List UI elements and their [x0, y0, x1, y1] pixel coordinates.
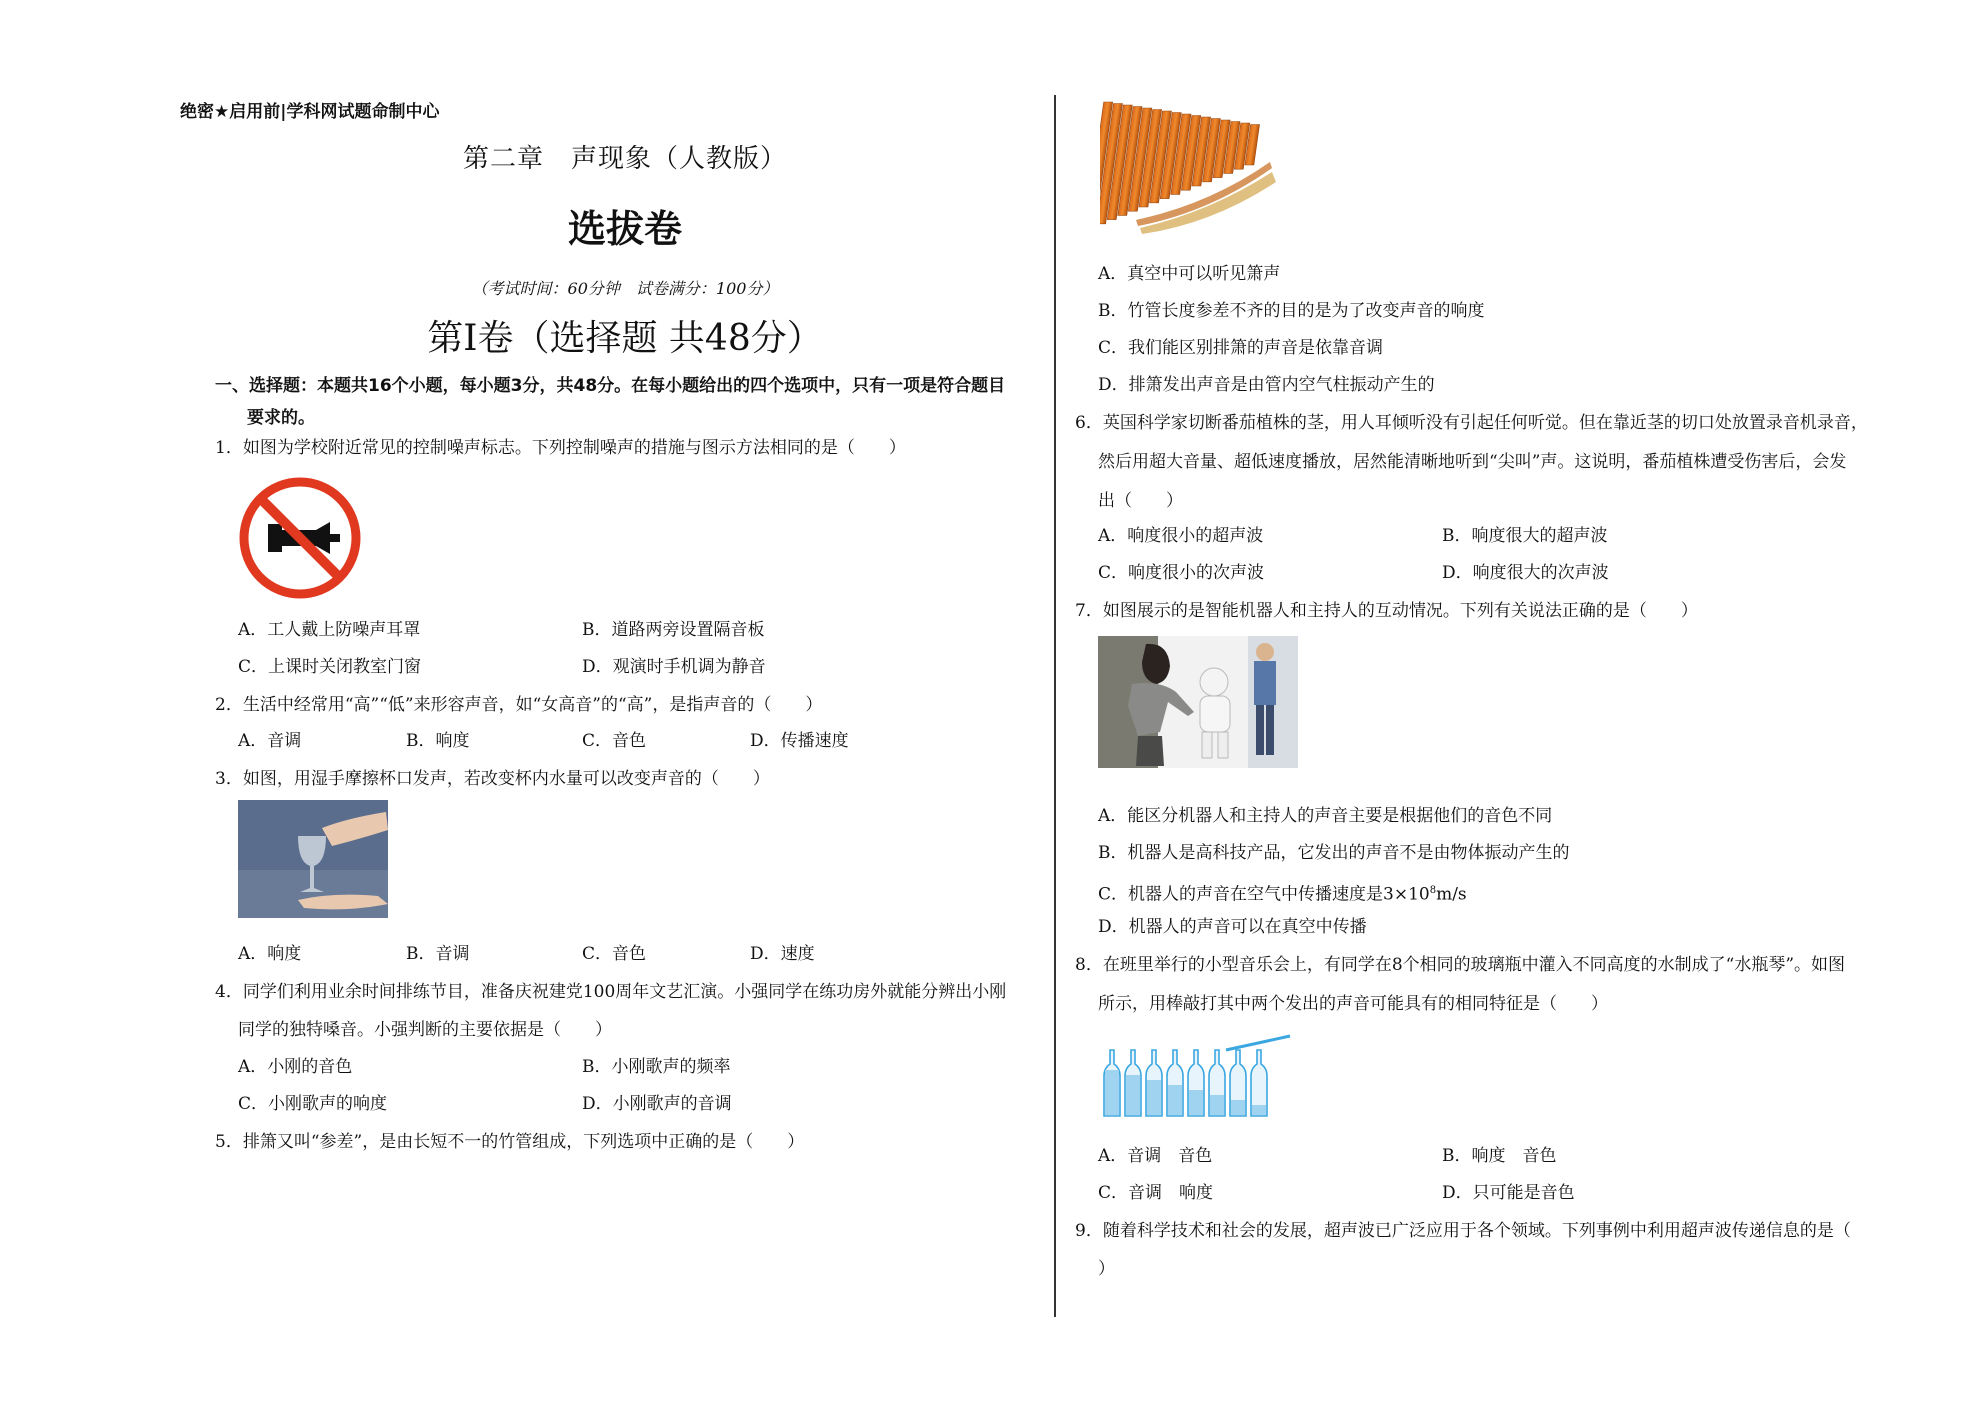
question-6-stem-line1: 6．英国科学家切断番茄植株的茎，用人耳倾听没有引起任何听觉。但在靠近茎的切口处放置录音机录音，	[1075, 413, 1868, 433]
robot-host-photo	[1098, 636, 1298, 768]
wine-glass-photo	[238, 800, 388, 918]
question-2-option-d: D．传播速度	[750, 731, 849, 751]
water-bottle	[1251, 1050, 1267, 1116]
question-5-option-b: B．竹管长度参差不齐的目的是为了改变声音的响度	[1098, 301, 1485, 321]
question-4-option-d: D．小刚歌声的音调	[582, 1094, 732, 1114]
instructions-line1: 一、选择题：本题共16个小题，每小题3分，共48分。在每小题给出的四个选项中，只有一项是符合题目	[215, 376, 1006, 396]
question-9-stem-line1: 9．随着科学技术和社会的发展，超声波已广泛应用于各个领域。下列事例中利用超声波传递信息的是（	[1075, 1221, 1851, 1241]
water-bottle	[1146, 1050, 1162, 1116]
chapter-title: 第二章 声现象（人教版）	[462, 144, 787, 174]
question-6-option-b: B．响度很大的超声波	[1442, 526, 1608, 546]
confidential-header: 绝密★启用前|学科网试题命制中心	[180, 102, 440, 122]
water-bottle	[1125, 1050, 1141, 1116]
question-3-stem: 3．如图，用湿手摩擦杯口发声，若改变杯内水量可以改变声音的（ ）	[215, 769, 770, 789]
water-bottle	[1209, 1050, 1225, 1116]
question-3-option-c: C．音色	[582, 944, 647, 964]
question-6-option-d: D．响度很大的次声波	[1442, 563, 1609, 583]
question-8-option-a: A．音调 音色	[1098, 1146, 1213, 1166]
question-3-option-d: D．速度	[750, 944, 815, 964]
question-5-stem: 5．排箫又叫“参差”，是由长短不一的竹管组成，下列选项中正确的是（ ）	[215, 1132, 805, 1152]
panpipe-image	[1100, 100, 1280, 235]
question-9-stem-line2: ）	[1098, 1259, 1115, 1279]
column-divider	[1054, 95, 1056, 1317]
question-5-option-a: A．真空中可以听见箫声	[1098, 264, 1281, 284]
question-6-stem-line3: 出（ ）	[1098, 491, 1183, 511]
question-4-option-b: B．小刚歌声的频率	[582, 1057, 731, 1077]
question-7-option-c-text: C．机器人的声音在空气中传播速度是3×10	[1098, 884, 1430, 905]
question-8-stem-line1: 8．在班里举行的小型音乐会上，有同学在8个相同的玻璃瓶中灌入不同高度的水制成了“水瓶琴”。如图	[1075, 955, 1846, 975]
question-8-option-c: C．音调 响度	[1098, 1183, 1214, 1203]
question-4-option-c: C．小刚歌声的响度	[238, 1094, 388, 1114]
question-7-option-a: A．能区分机器人和主持人的声音主要是根据他们的音色不同	[1098, 806, 1553, 826]
question-1-option-a: A．工人戴上防噪声耳罩	[238, 620, 421, 640]
question-1-option-b: B．道路两旁设置隔音板	[582, 620, 765, 640]
question-5-option-c: C．我们能区别排箫的声音是依靠音调	[1098, 338, 1384, 358]
question-6-option-a: A．响度很小的超声波	[1098, 526, 1264, 546]
question-7-option-c	[1098, 872, 1467, 914]
speed-exponent: 8	[1429, 885, 1437, 896]
question-5-option-d: D．排箫发出声音是由管内空气柱振动产生的	[1098, 375, 1435, 395]
section-title: 第Ⅰ卷（选择题 共48分）	[427, 318, 823, 359]
exam-title: 选拔卷	[567, 207, 682, 251]
question-3-option-a: A．响度	[238, 944, 302, 964]
question-1-stem: 1．如图为学校附近常见的控制噪声标志。下列控制噪声的措施与图示方法相同的是（ ）	[215, 438, 906, 458]
water-bottle	[1230, 1050, 1246, 1116]
question-2-option-b: B．响度	[406, 731, 470, 751]
water-bottle	[1188, 1050, 1204, 1116]
water-bottle	[1167, 1050, 1183, 1116]
question-4-stem-line1: 4．同学们利用业余时间排练节目，准备庆祝建党100周年文艺汇演。小强同学在练功房外就能分辨出小刚	[215, 982, 1007, 1002]
question-1-option-d: D．观演时手机调为静音	[582, 657, 766, 677]
question-4-stem-line2: 同学的独特嗓音。小强判断的主要依据是（ ）	[238, 1020, 612, 1040]
water-bottles-image	[1098, 1030, 1298, 1122]
question-3-option-b: B．音调	[406, 944, 470, 964]
question-2-option-c: C．音色	[582, 731, 647, 751]
question-7-stem: 7．如图展示的是智能机器人和主持人的互动情况。下列有关说法正确的是（ ）	[1075, 601, 1698, 621]
instructions	[215, 370, 1045, 434]
question-7-option-b: B．机器人是高科技产品，它发出的声音不是由物体振动产生的	[1098, 843, 1570, 863]
question-7-option-d: D．机器人的声音可以在真空中传播	[1098, 917, 1367, 937]
exam-time-info: （考试时间：60分钟 试卷满分：100分）	[471, 279, 779, 298]
question-1-option-c: C．上课时关闭教室门窗	[238, 657, 422, 677]
instructions-line2: 要求的。	[247, 408, 315, 428]
question-4-option-a: A．小刚的音色	[238, 1057, 353, 1077]
question-8-option-d: D．只可能是音色	[1442, 1183, 1575, 1203]
water-bottle	[1104, 1050, 1120, 1116]
no-horn-sign-image	[238, 476, 362, 600]
speed-unit: m/s	[1436, 884, 1467, 905]
question-8-stem-line2: 所示，用棒敲打其中两个发出的声音可能具有的相同特征是（ ）	[1098, 994, 1608, 1014]
question-2-stem: 2．生活中经常用“高”“低”来形容声音，如“女高音”的“高”，是指声音的（ ）	[215, 695, 823, 715]
question-6-option-c: C．响度很小的次声波	[1098, 563, 1265, 583]
question-2-option-a: A．音调	[238, 731, 302, 751]
question-8-option-b: B．响度 音色	[1442, 1146, 1557, 1166]
question-6-stem-line2: 然后用超大音量、超低速度播放，居然能清晰地听到“尖叫”声。这说明，番茄植株遭受伤害后，会发	[1098, 452, 1847, 472]
